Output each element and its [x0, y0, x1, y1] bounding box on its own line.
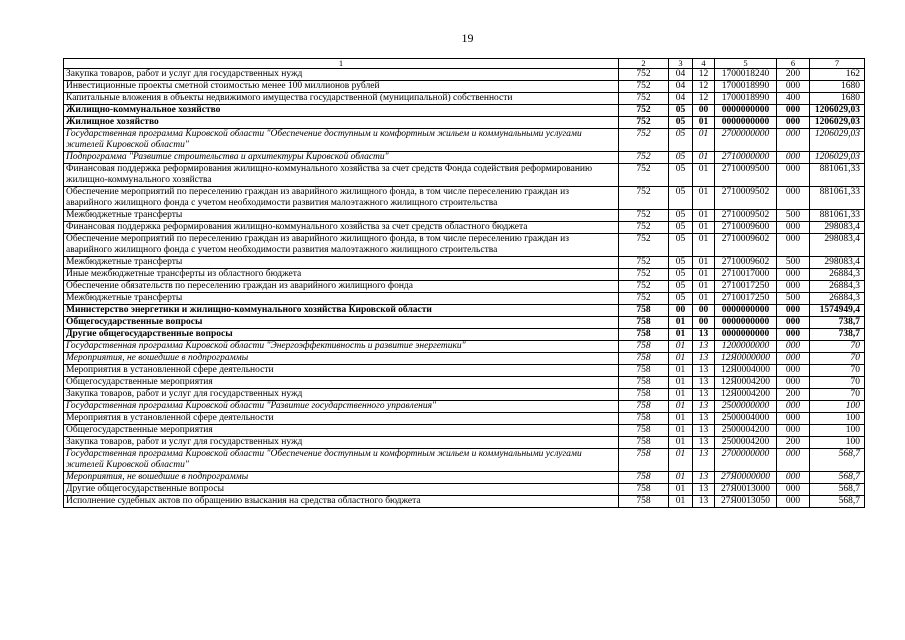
row-ved-code: 758 — [619, 496, 669, 508]
row-amount: 162 — [810, 69, 865, 81]
row-expense-type-code: 000 — [777, 305, 810, 317]
row-subsection-code: 13 — [693, 401, 715, 413]
row-name: Общегосударственные мероприятия — [64, 425, 619, 437]
row-section-code: 01 — [669, 377, 693, 389]
row-name: Инвестиционные проекты сметной стоимостью менее 100 миллионов рублей — [64, 81, 619, 93]
row-target-code: 12Я0004200 — [715, 389, 777, 401]
table-row — [64, 377, 865, 389]
row-subsection-code: 01 — [693, 164, 715, 187]
row-section-code: 01 — [669, 341, 693, 353]
row-expense-type-code: 000 — [777, 281, 810, 293]
row-amount: 881061,33 — [810, 210, 865, 222]
table-row — [64, 329, 865, 341]
row-amount: 70 — [810, 377, 865, 389]
row-amount: 26884,3 — [810, 293, 865, 305]
row-target-code: 27Я0013000 — [715, 484, 777, 496]
header-cell: 4 — [693, 59, 715, 69]
table-row — [64, 187, 865, 210]
row-amount: 1206029,03 — [810, 152, 865, 164]
row-ved-code: 752 — [619, 269, 669, 281]
row-expense-type-code: 200 — [777, 69, 810, 81]
row-target-code: 1700018990 — [715, 93, 777, 105]
row-section-code: 04 — [669, 81, 693, 93]
table-row — [64, 269, 865, 281]
row-ved-code: 758 — [619, 389, 669, 401]
row-name: Капитальные вложения в объекты недвижимого имущества государственной (муниципальной) собственности — [64, 93, 619, 105]
row-section-code: 01 — [669, 413, 693, 425]
row-target-code: 0000000000 — [715, 329, 777, 341]
row-amount: 70 — [810, 365, 865, 377]
table-row — [64, 449, 865, 472]
row-expense-type-code: 000 — [777, 187, 810, 210]
table-row — [64, 365, 865, 377]
row-subsection-code: 01 — [693, 129, 715, 152]
row-subsection-code: 00 — [693, 305, 715, 317]
row-ved-code: 758 — [619, 305, 669, 317]
row-subsection-code: 13 — [693, 413, 715, 425]
row-expense-type-code: 000 — [777, 413, 810, 425]
header-cell: 1 — [64, 59, 619, 69]
row-ved-code: 758 — [619, 329, 669, 341]
row-target-code: 1200000000 — [715, 341, 777, 353]
row-name: Закупка товаров, работ и услуг для государственных нужд — [64, 437, 619, 449]
row-subsection-code: 01 — [693, 257, 715, 269]
header-cell: 3 — [669, 59, 693, 69]
row-expense-type-code: 000 — [777, 496, 810, 508]
row-target-code: 2710009500 — [715, 164, 777, 187]
row-subsection-code: 01 — [693, 187, 715, 210]
row-ved-code: 752 — [619, 93, 669, 105]
row-target-code: 12Я0000000 — [715, 353, 777, 365]
row-ved-code: 752 — [619, 210, 669, 222]
table-row — [64, 341, 865, 353]
table-row — [64, 105, 865, 117]
table-row — [64, 281, 865, 293]
row-ved-code: 752 — [619, 117, 669, 129]
row-subsection-code: 00 — [693, 317, 715, 329]
table-row — [64, 305, 865, 317]
row-expense-type-code: 000 — [777, 353, 810, 365]
row-ved-code: 752 — [619, 187, 669, 210]
row-name: Мероприятия, не вошедшие в подпрограммы — [64, 472, 619, 484]
row-target-code: 2500000000 — [715, 401, 777, 413]
row-amount: 568,7 — [810, 472, 865, 484]
row-target-code: 0000000000 — [715, 317, 777, 329]
table-row — [64, 293, 865, 305]
row-amount: 738,7 — [810, 317, 865, 329]
row-name: Мероприятия, не вошедшие в подпрограммы — [64, 353, 619, 365]
row-target-code: 1700018990 — [715, 81, 777, 93]
row-name: Обеспечение мероприятий по переселению граждан из аварийного жилищного фонда, в том числе переселению граждан из аварийного жилищного фонда с учетом необходимости развития малоэтажного жилищного строительства — [64, 187, 619, 210]
row-section-code: 05 — [669, 269, 693, 281]
budget-table — [63, 58, 865, 508]
row-amount: 568,7 — [810, 484, 865, 496]
row-target-code: 2700000000 — [715, 129, 777, 152]
row-section-code: 05 — [669, 187, 693, 210]
row-section-code: 01 — [669, 401, 693, 413]
row-expense-type-code: 000 — [777, 152, 810, 164]
row-expense-type-code: 500 — [777, 210, 810, 222]
row-ved-code: 758 — [619, 377, 669, 389]
table-row — [64, 496, 865, 508]
row-target-code: 2710009602 — [715, 234, 777, 257]
row-expense-type-code: 400 — [777, 93, 810, 105]
row-name: Государственная программа Кировской области "Энергоэффективность и развитие энергетики" — [64, 341, 619, 353]
row-subsection-code: 12 — [693, 93, 715, 105]
row-expense-type-code: 000 — [777, 117, 810, 129]
row-ved-code: 752 — [619, 69, 669, 81]
row-name: Исполнение судебных актов по обращению взыскания на средства областного бюджета — [64, 496, 619, 508]
row-target-code: 27Я0000000 — [715, 472, 777, 484]
row-subsection-code: 01 — [693, 293, 715, 305]
row-subsection-code: 01 — [693, 222, 715, 234]
row-ved-code: 752 — [619, 81, 669, 93]
row-target-code: 0000000000 — [715, 305, 777, 317]
row-name: Закупка товаров, работ и услуг для государственных нужд — [64, 389, 619, 401]
table-row — [64, 401, 865, 413]
row-expense-type-code: 000 — [777, 129, 810, 152]
row-target-code: 2710017000 — [715, 269, 777, 281]
row-section-code: 01 — [669, 365, 693, 377]
row-amount: 100 — [810, 413, 865, 425]
row-amount: 568,7 — [810, 496, 865, 508]
row-expense-type-code: 000 — [777, 377, 810, 389]
row-expense-type-code: 000 — [777, 472, 810, 484]
row-section-code: 05 — [669, 164, 693, 187]
row-subsection-code: 13 — [693, 389, 715, 401]
row-target-code: 2710000000 — [715, 152, 777, 164]
row-subsection-code: 13 — [693, 472, 715, 484]
header-cell: 2 — [619, 59, 669, 69]
row-target-code: 2710009502 — [715, 187, 777, 210]
row-target-code: 2500004000 — [715, 413, 777, 425]
header-cell: 5 — [715, 59, 777, 69]
row-section-code: 01 — [669, 484, 693, 496]
row-name: Общегосударственные мероприятия — [64, 377, 619, 389]
row-ved-code: 758 — [619, 317, 669, 329]
table-row — [64, 484, 865, 496]
row-section-code: 05 — [669, 257, 693, 269]
row-section-code: 01 — [669, 317, 693, 329]
table-row — [64, 93, 865, 105]
row-expense-type-code: 000 — [777, 401, 810, 413]
row-target-code: 2710017250 — [715, 281, 777, 293]
table-row — [64, 425, 865, 437]
row-target-code: 2710009600 — [715, 222, 777, 234]
row-ved-code: 752 — [619, 281, 669, 293]
row-name: Обеспечение мероприятий по переселению граждан из аварийного жилищного фонда, в том числе переселению граждан из аварийного жилищного фонда с учетом необходимости развития малоэтажного жилищного строительства — [64, 234, 619, 257]
row-name: Межбюджетные трансферты — [64, 293, 619, 305]
table-row — [64, 222, 865, 234]
row-ved-code: 752 — [619, 222, 669, 234]
row-name: Государственная программа Кировской области "Развитие государственного управления" — [64, 401, 619, 413]
row-ved-code: 752 — [619, 164, 669, 187]
row-amount: 1206029,03 — [810, 105, 865, 117]
row-ved-code: 758 — [619, 425, 669, 437]
row-expense-type-code: 500 — [777, 293, 810, 305]
row-ved-code: 752 — [619, 234, 669, 257]
table-row — [64, 117, 865, 129]
row-expense-type-code: 200 — [777, 389, 810, 401]
row-section-code: 05 — [669, 152, 693, 164]
row-amount: 881061,33 — [810, 164, 865, 187]
row-subsection-code: 13 — [693, 329, 715, 341]
table-row — [64, 69, 865, 81]
row-amount: 100 — [810, 437, 865, 449]
row-amount: 26884,3 — [810, 281, 865, 293]
row-expense-type-code: 000 — [777, 425, 810, 437]
row-name: Закупка товаров, работ и услуг для государственных нужд — [64, 69, 619, 81]
row-section-code: 05 — [669, 281, 693, 293]
row-name: Другие общегосударственные вопросы — [64, 329, 619, 341]
row-section-code: 05 — [669, 105, 693, 117]
row-expense-type-code: 000 — [777, 269, 810, 281]
row-expense-type-code: 000 — [777, 105, 810, 117]
row-expense-type-code: 000 — [777, 365, 810, 377]
row-expense-type-code: 000 — [777, 484, 810, 496]
table-row — [64, 472, 865, 484]
row-target-code: 2710009602 — [715, 257, 777, 269]
row-section-code: 05 — [669, 129, 693, 152]
row-expense-type-code: 000 — [777, 341, 810, 353]
table-row — [64, 164, 865, 187]
row-subsection-code: 01 — [693, 117, 715, 129]
row-expense-type-code: 000 — [777, 164, 810, 187]
row-section-code: 01 — [669, 425, 693, 437]
table-row — [64, 81, 865, 93]
row-amount: 1206029,03 — [810, 129, 865, 152]
row-name: Мероприятия в установленной сфере деятельности — [64, 365, 619, 377]
row-section-code: 01 — [669, 353, 693, 365]
row-ved-code: 752 — [619, 105, 669, 117]
row-target-code: 2500004200 — [715, 425, 777, 437]
row-amount: 1574949,4 — [810, 305, 865, 317]
row-target-code: 27Я0013050 — [715, 496, 777, 508]
row-section-code: 01 — [669, 472, 693, 484]
table-row — [64, 234, 865, 257]
table-row — [64, 413, 865, 425]
row-target-code: 1700018240 — [715, 69, 777, 81]
row-section-code: 05 — [669, 117, 693, 129]
row-amount: 298083,4 — [810, 222, 865, 234]
row-subsection-code: 13 — [693, 484, 715, 496]
row-amount: 881061,33 — [810, 187, 865, 210]
row-section-code: 05 — [669, 210, 693, 222]
table-row — [64, 389, 865, 401]
row-expense-type-code: 000 — [777, 449, 810, 472]
row-section-code: 05 — [669, 293, 693, 305]
row-target-code: 0000000000 — [715, 105, 777, 117]
header-cell: 6 — [777, 59, 810, 69]
row-subsection-code: 12 — [693, 69, 715, 81]
row-amount: 70 — [810, 353, 865, 365]
row-ved-code: 758 — [619, 472, 669, 484]
row-name: Обеспечение обязательств по переселению граждан из аварийного жилищного фонда — [64, 281, 619, 293]
row-subsection-code: 13 — [693, 425, 715, 437]
row-expense-type-code: 200 — [777, 437, 810, 449]
row-name: Государственная программа Кировской области "Обеспечение доступным и комфортным жильем и коммунальными услугами жителей Кировской области" — [64, 449, 619, 472]
row-expense-type-code: 000 — [777, 222, 810, 234]
row-amount: 100 — [810, 401, 865, 413]
row-subsection-code: 00 — [693, 105, 715, 117]
table-row — [64, 257, 865, 269]
row-subsection-code: 01 — [693, 281, 715, 293]
table-header-row — [64, 59, 865, 69]
row-section-code: 00 — [669, 305, 693, 317]
row-amount: 298083,4 — [810, 234, 865, 257]
row-amount: 1680 — [810, 81, 865, 93]
row-amount: 26884,3 — [810, 269, 865, 281]
table-row — [64, 210, 865, 222]
row-amount: 70 — [810, 341, 865, 353]
row-amount: 1206029,03 — [810, 117, 865, 129]
row-ved-code: 758 — [619, 413, 669, 425]
row-name: Общегосударственные вопросы — [64, 317, 619, 329]
row-section-code: 05 — [669, 222, 693, 234]
row-section-code: 01 — [669, 329, 693, 341]
row-subsection-code: 12 — [693, 81, 715, 93]
row-ved-code: 752 — [619, 257, 669, 269]
row-subsection-code: 01 — [693, 152, 715, 164]
row-expense-type-code: 500 — [777, 257, 810, 269]
row-subsection-code: 13 — [693, 365, 715, 377]
row-ved-code: 758 — [619, 449, 669, 472]
row-name: Другие общегосударственные вопросы — [64, 484, 619, 496]
table-row — [64, 152, 865, 164]
row-section-code: 01 — [669, 437, 693, 449]
row-target-code: 2710009502 — [715, 210, 777, 222]
row-target-code: 12Я0004000 — [715, 365, 777, 377]
row-target-code: 0000000000 — [715, 117, 777, 129]
table-row — [64, 353, 865, 365]
row-name: Жилищно-коммунальное хозяйство — [64, 105, 619, 117]
row-ved-code: 758 — [619, 353, 669, 365]
row-subsection-code: 13 — [693, 496, 715, 508]
row-section-code: 01 — [669, 496, 693, 508]
page-number: 19 — [461, 31, 474, 45]
row-section-code: 04 — [669, 93, 693, 105]
row-section-code: 05 — [669, 234, 693, 257]
row-ved-code: 758 — [619, 365, 669, 377]
row-subsection-code: 01 — [693, 269, 715, 281]
row-target-code: 2710017250 — [715, 293, 777, 305]
row-subsection-code: 13 — [693, 341, 715, 353]
row-name: Мероприятия в установленной сфере деятельности — [64, 413, 619, 425]
table-row — [64, 317, 865, 329]
row-section-code: 04 — [669, 69, 693, 81]
row-name: Финансовая поддержка реформирования жилищно-коммунального хозяйства за счет средств областного бюджета — [64, 222, 619, 234]
table-row — [64, 129, 865, 152]
row-name: Министерство энергетики и жилищно-коммунального хозяйства Кировской области — [64, 305, 619, 317]
row-name: Межбюджетные трансферты — [64, 257, 619, 269]
row-ved-code: 758 — [619, 341, 669, 353]
row-expense-type-code: 000 — [777, 317, 810, 329]
row-name: Финансовая поддержка реформирования жилищно-коммунального хозяйства за счет средств Фонда содействия реформированию жилищно-коммунального хозяйства — [64, 164, 619, 187]
header-cell: 7 — [810, 59, 865, 69]
row-target-code: 12Я0004200 — [715, 377, 777, 389]
row-name: Иные межбюджетные трансферты из областного бюджета — [64, 269, 619, 281]
row-amount: 568,7 — [810, 449, 865, 472]
row-ved-code: 752 — [619, 152, 669, 164]
row-name: Подпрограмма "Развитие строительства и архитектуры Кировской области" — [64, 152, 619, 164]
row-subsection-code: 13 — [693, 449, 715, 472]
row-amount: 298083,4 — [810, 257, 865, 269]
row-section-code: 01 — [669, 449, 693, 472]
row-ved-code: 752 — [619, 129, 669, 152]
row-amount: 70 — [810, 389, 865, 401]
row-section-code: 01 — [669, 389, 693, 401]
row-name: Государственная программа Кировской области "Обеспечение доступным и комфортным жильем и коммунальными услугами жителей Кировской области" — [64, 129, 619, 152]
row-subsection-code: 13 — [693, 353, 715, 365]
table-row — [64, 437, 865, 449]
row-amount: 1680 — [810, 93, 865, 105]
row-subsection-code: 13 — [693, 377, 715, 389]
row-ved-code: 758 — [619, 437, 669, 449]
row-expense-type-code: 000 — [777, 234, 810, 257]
row-expense-type-code: 000 — [777, 81, 810, 93]
row-target-code: 2500004200 — [715, 437, 777, 449]
row-amount: 100 — [810, 425, 865, 437]
row-subsection-code: 01 — [693, 234, 715, 257]
row-amount: 738,7 — [810, 329, 865, 341]
row-expense-type-code: 000 — [777, 329, 810, 341]
row-ved-code: 752 — [619, 293, 669, 305]
row-ved-code: 758 — [619, 484, 669, 496]
row-subsection-code: 13 — [693, 437, 715, 449]
row-name: Межбюджетные трансферты — [64, 210, 619, 222]
row-ved-code: 758 — [619, 401, 669, 413]
row-name: Жилищное хозяйство — [64, 117, 619, 129]
row-target-code: 2700000000 — [715, 449, 777, 472]
row-subsection-code: 01 — [693, 210, 715, 222]
